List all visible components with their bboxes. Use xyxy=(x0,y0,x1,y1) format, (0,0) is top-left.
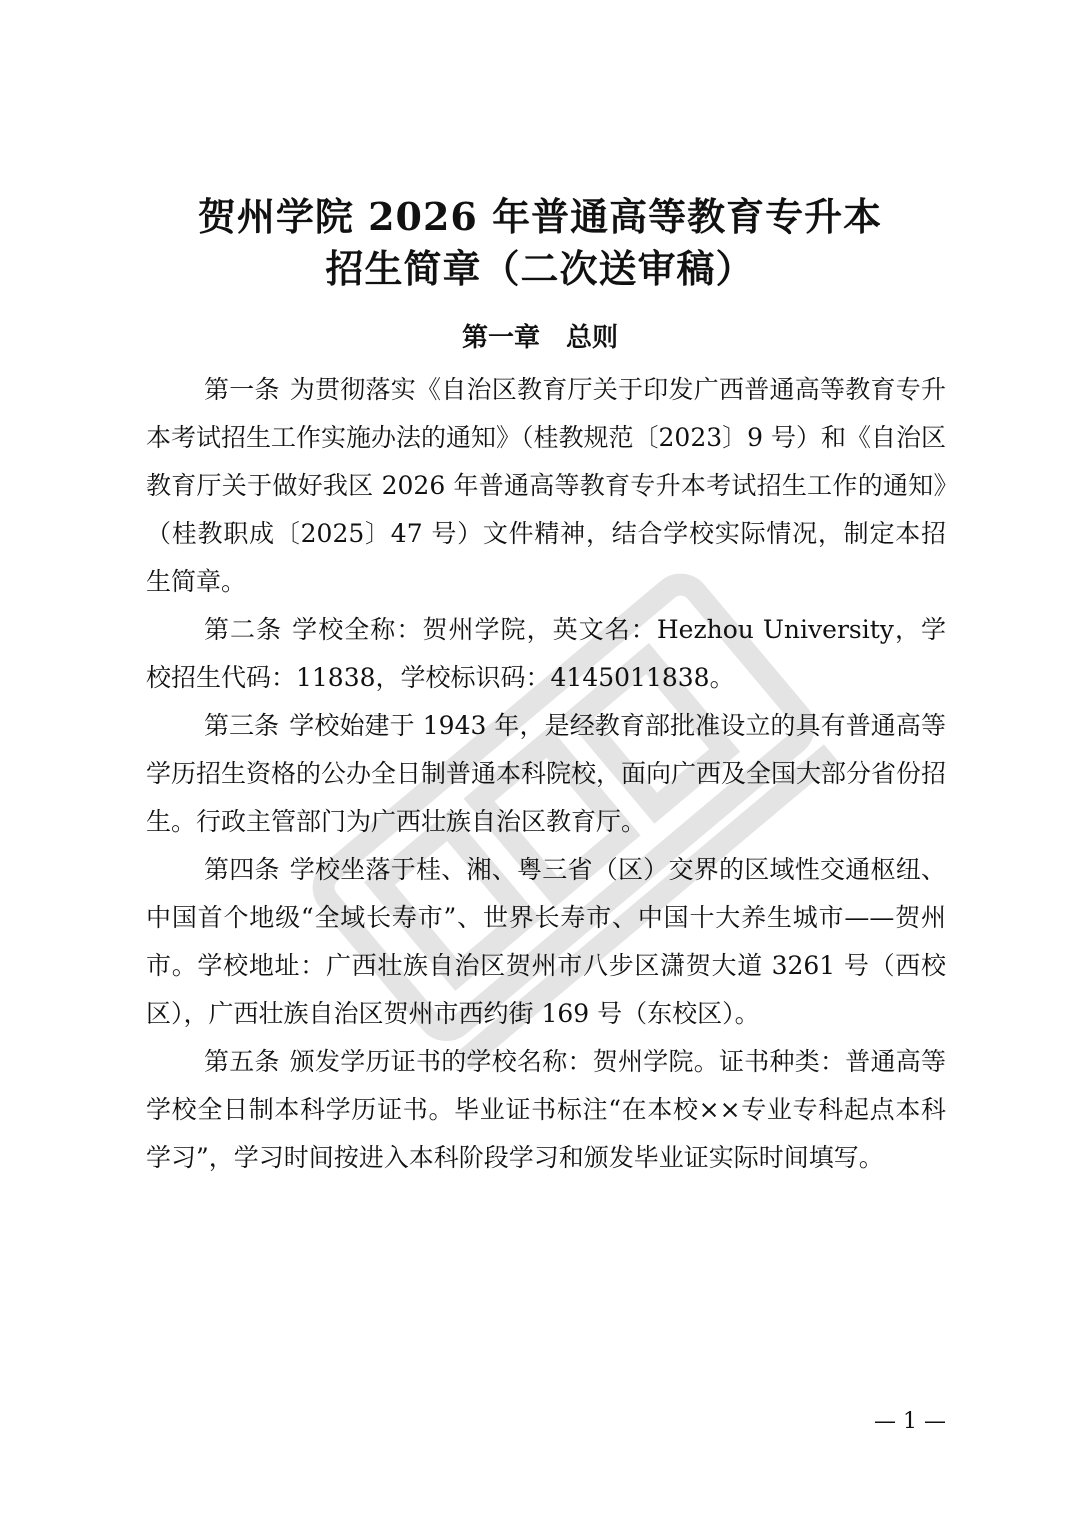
article-4 xyxy=(146,846,946,1038)
article-text: 为贯彻落实《自治区教育厅关于印发广西普通高等教育专升本考试招生工作实施办法的通知》（桂教规范〔2023〕9 号）和《自治区教育厅关于做好我区 2026 年普通高等教育专升本考试招生工作的通知》（桂教职成〔2025〕47 号）文件精神，结合学校实际情况，制定本招生简章。 xyxy=(146,375,946,596)
document-title-line2: 招生简章（二次送审稿） xyxy=(325,246,755,291)
article-text: 学校始建于 1943 年，是经教育部批准设立的具有普通高等学历招生资格的公办全日制普通本科院校，面向广西及全国大部分省份招生。行政主管部门为广西壮族自治区教育厅。 xyxy=(146,711,947,836)
article-label: 第五条 xyxy=(204,1047,280,1076)
page-number: — 1 — xyxy=(874,1409,946,1434)
chapter-heading: 第一章 总则 xyxy=(461,323,618,353)
article-5 xyxy=(146,1038,946,1182)
document-title-line1: 贺州学院 2026 年普通高等教育专升本 xyxy=(197,194,883,239)
article-label: 第四条 xyxy=(204,855,280,884)
article-3 xyxy=(146,702,946,846)
article-label: 第三条 xyxy=(204,711,280,740)
article-text: 学校坐落于桂、湘、粤三省（区）交界的区域性交通枢纽、中国首个地级“全域长寿市”、世界长寿市、中国十大养生城市——贺州市。学校地址：广西壮族自治区贺州市八步区潇贺大道 3261 号（西校区），广西壮族自治区贺州市西约街 169 号（东校区）。 xyxy=(146,855,946,1028)
article-label: 第二条 xyxy=(204,615,283,644)
article-text: 颁发学历证书的学校名称：贺州学院。证书种类：普通高等学校全日制本科学历证书。毕业证书标注“在本校××专业专科起点本科学习”，学习时间按进入本科阶段学习和颁发毕业证实际时间填写。 xyxy=(146,1047,946,1172)
article-2 xyxy=(146,606,946,702)
article-text: 学校全称：贺州学院，英文名：Hezhou University，学校招生代码：11838，学校标识码：4145011838。 xyxy=(146,615,946,692)
article-label: 第一条 xyxy=(204,375,280,404)
document-body xyxy=(146,366,946,1182)
article-1 xyxy=(146,366,946,606)
